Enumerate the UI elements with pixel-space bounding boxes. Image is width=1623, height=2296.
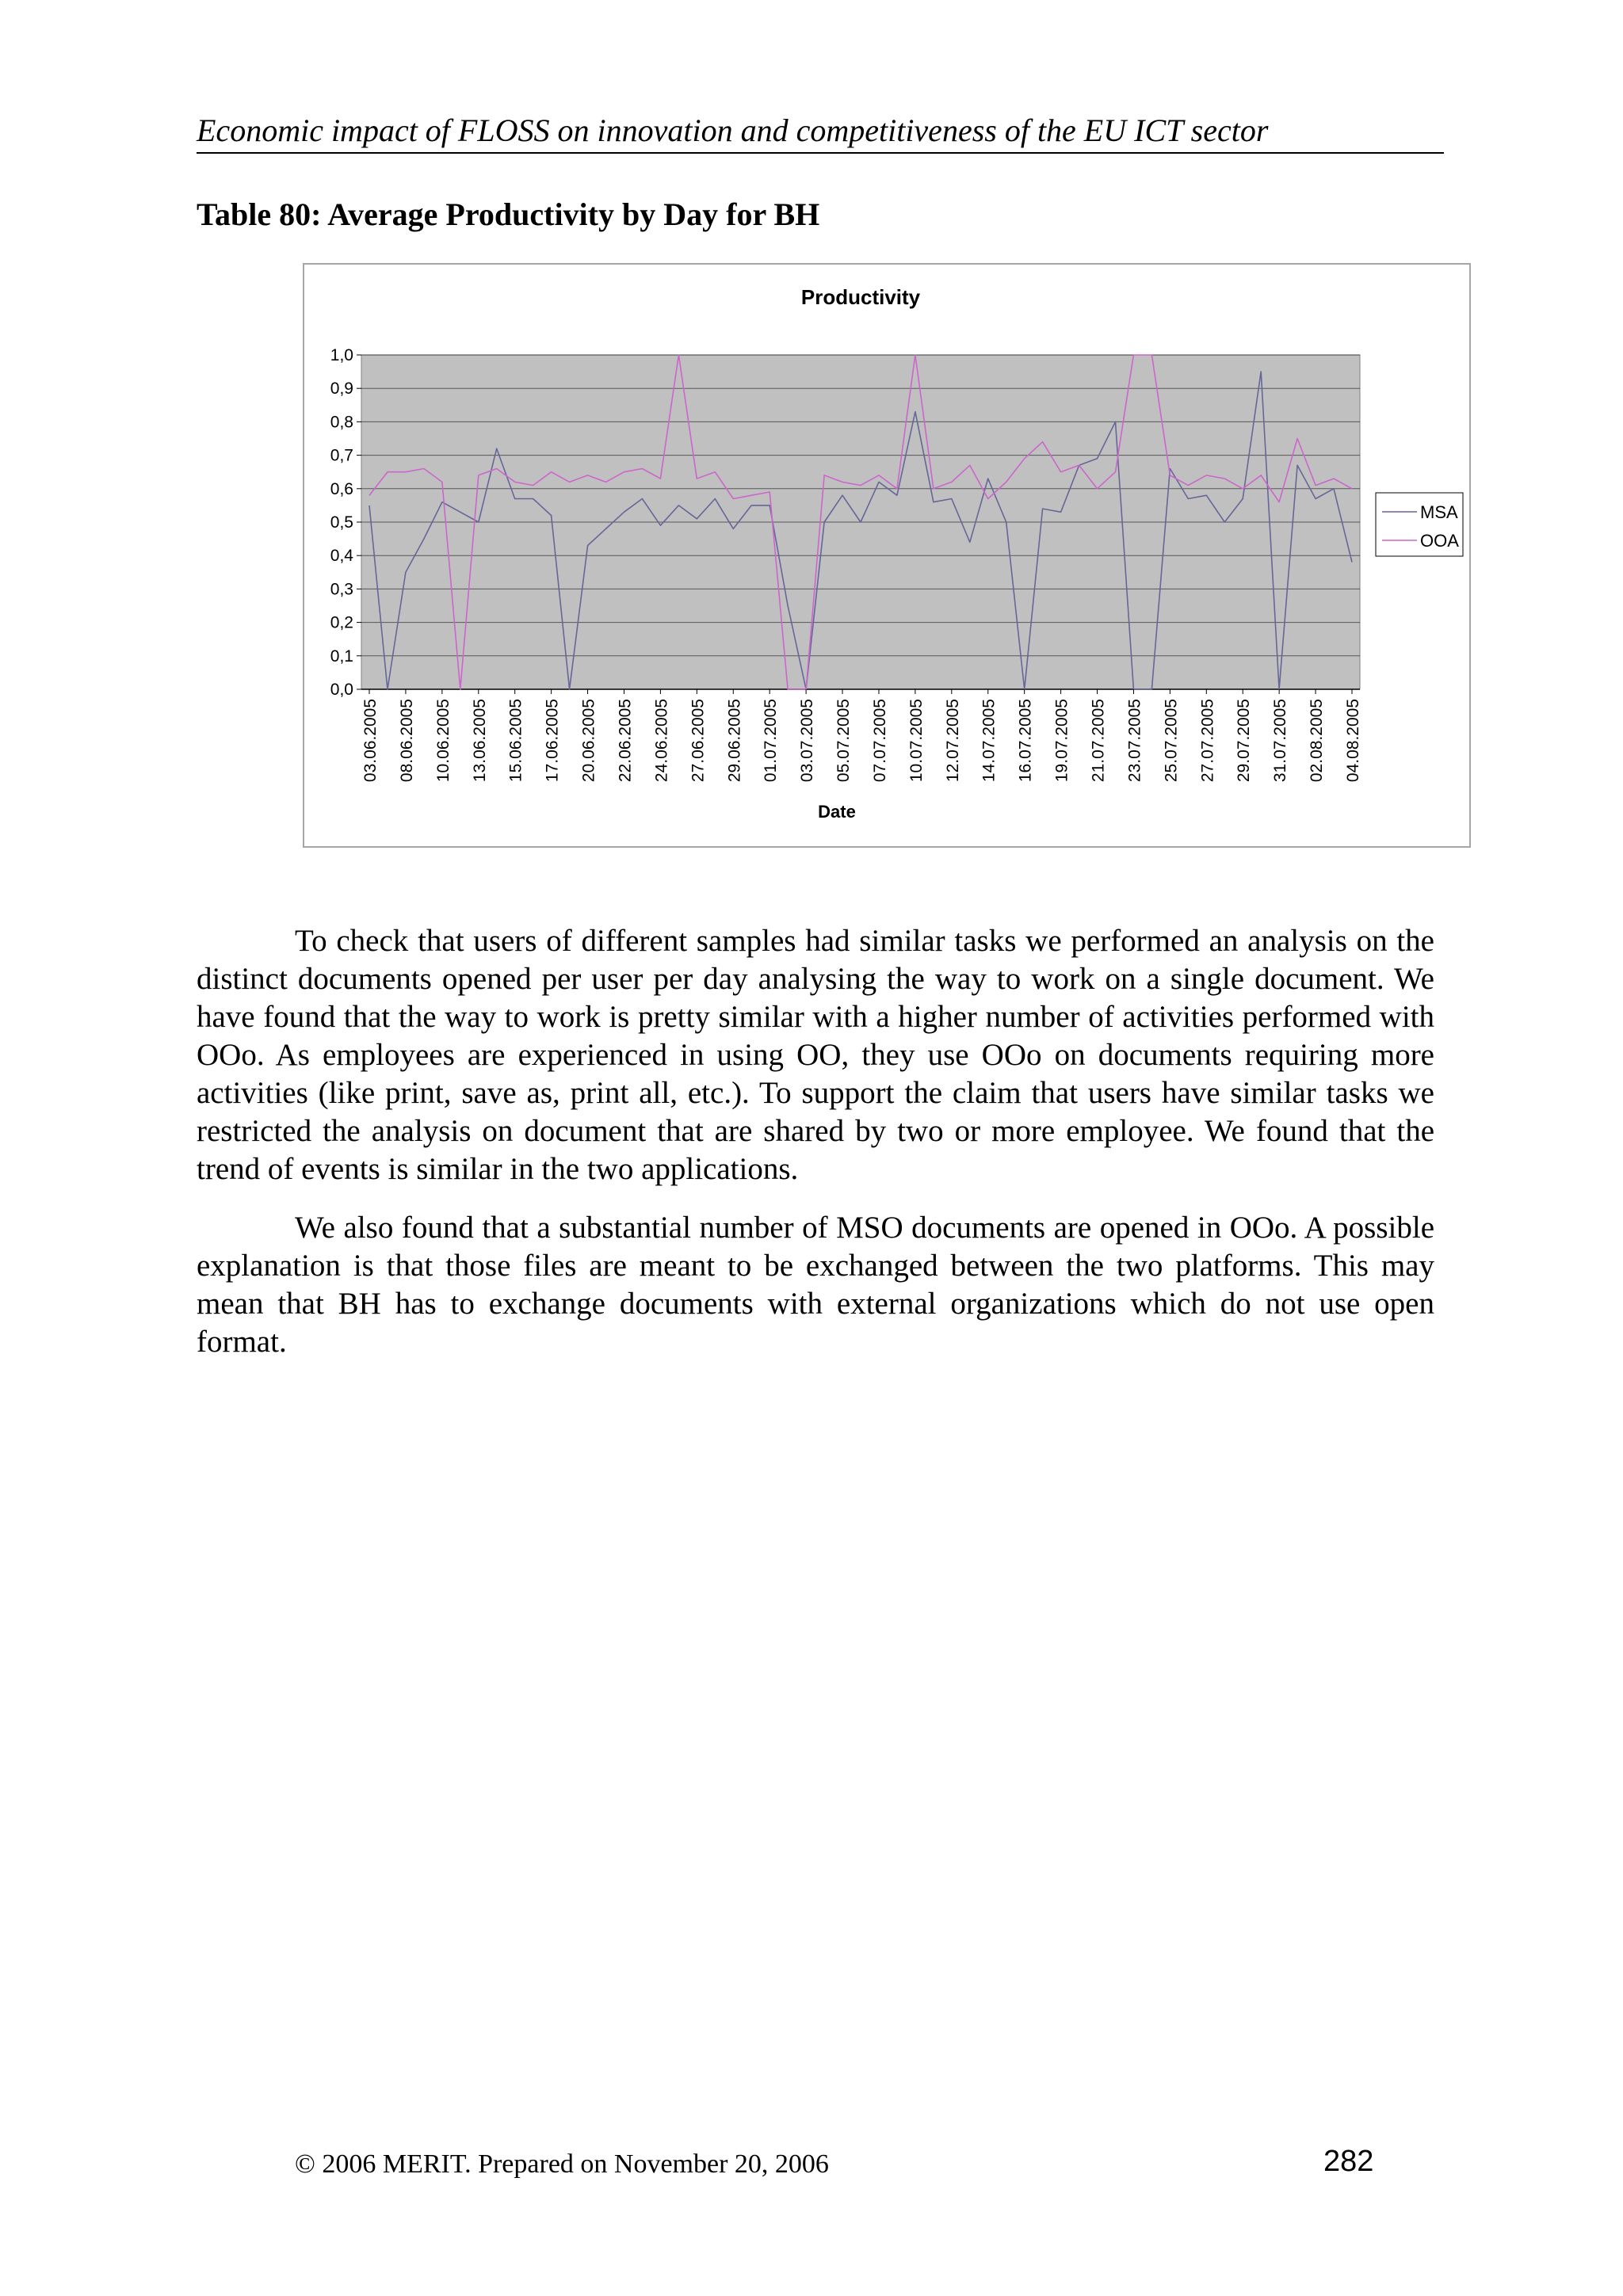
- x-tick-label: 14.07.2005: [980, 699, 999, 783]
- x-axis-label: Date: [818, 802, 856, 822]
- x-tick-label: 07.07.2005: [870, 699, 889, 783]
- chart-canvas: [304, 265, 1469, 846]
- y-tick-label: 0,9: [330, 379, 353, 399]
- y-tick-label: 0,2: [330, 613, 353, 632]
- x-tick-label: 04.08.2005: [1344, 699, 1362, 783]
- x-tick-label: 16.07.2005: [1016, 699, 1035, 783]
- x-tick-label: 05.07.2005: [834, 699, 854, 783]
- x-tick-label: 20.06.2005: [579, 699, 598, 783]
- y-tick-label: 1,0: [330, 346, 353, 364]
- x-tick-label: 24.06.2005: [652, 699, 671, 783]
- legend-label-msa: MSA: [1420, 502, 1458, 522]
- x-tick-label: 25.07.2005: [1162, 699, 1181, 783]
- x-tick-label: 19.07.2005: [1052, 698, 1071, 783]
- y-tick-label: 0,7: [330, 446, 353, 465]
- x-tick-label: 01.07.2005: [762, 699, 781, 783]
- x-tick-label: 08.06.2005: [397, 699, 416, 783]
- x-tick-label: 22.06.2005: [616, 699, 635, 783]
- y-tick-label: 0,8: [330, 413, 353, 432]
- x-tick-label: 29.07.2005: [1235, 699, 1254, 783]
- y-tick-label: 0,4: [330, 547, 353, 566]
- x-tick-label: 17.06.2005: [543, 699, 562, 783]
- y-tick-label: 0,0: [330, 681, 353, 699]
- y-tick-label: 0,3: [330, 580, 353, 599]
- page-number: 282: [1323, 2145, 1374, 2178]
- x-tick-label: 13.06.2005: [470, 699, 489, 783]
- paragraph-2-text: We also found that a substantial number of MSO documents are opened in OOo. A possible explanation is that those files are meant to be exchanged between the two platforms. This may mean that BH has to exchange documents with external organizations which do not use open format.: [197, 1211, 1434, 1359]
- footer-copyright: © 2006 MERIT. Prepared on November 20, 2006: [295, 2149, 829, 2179]
- y-tick-label: 0,1: [330, 646, 353, 666]
- x-tick-label: 10.06.2005: [433, 699, 453, 783]
- x-tick-label: 15.06.2005: [506, 699, 525, 783]
- paragraph-2: [197, 1209, 1434, 1361]
- paragraph-1: [197, 922, 1434, 1188]
- paragraph-1-text: To check that users of different samples had similar tasks we performed an analysis on the distinct documents opened per user per day analysing the way to work on a single document. We have found that the way to work is pretty similar with a higher number of activities performed with OOo. As employees are experienced in using OO, they use OOo on documents requiring more activities (like print, save as, print all, etc.). To support the claim that users have similar tasks we restricted the analysis on document that are shared by two or more employee. We found that the trend of events is similar in the two applications.: [197, 924, 1434, 1186]
- running-header: Economic impact of FLOSS on innovation and competitiveness of the EU ICT sector: [197, 111, 1444, 154]
- x-tick-label: 23.07.2005: [1125, 699, 1144, 783]
- productivity-chart: [303, 263, 1471, 848]
- x-tick-label: 03.07.2005: [798, 699, 817, 783]
- x-tick-label: 31.07.2005: [1271, 699, 1290, 783]
- chart-title: Productivity: [800, 285, 921, 309]
- x-tick-label: 03.06.2005: [361, 699, 380, 783]
- x-tick-label: 27.06.2005: [689, 699, 708, 783]
- x-tick-label: 12.07.2005: [943, 699, 962, 783]
- y-tick-label: 0,6: [330, 479, 353, 498]
- x-tick-label: 27.07.2005: [1198, 699, 1217, 783]
- legend-label-ooa: OOA: [1420, 531, 1459, 551]
- x-tick-label: 10.07.2005: [907, 699, 926, 783]
- table-caption: Table 80: Average Productivity by Day for BH: [197, 196, 820, 232]
- x-tick-label: 02.08.2005: [1308, 699, 1327, 783]
- y-tick-label: 0,5: [330, 513, 353, 532]
- x-tick-label: 29.06.2005: [725, 699, 744, 783]
- x-tick-label: 21.07.2005: [1089, 699, 1108, 783]
